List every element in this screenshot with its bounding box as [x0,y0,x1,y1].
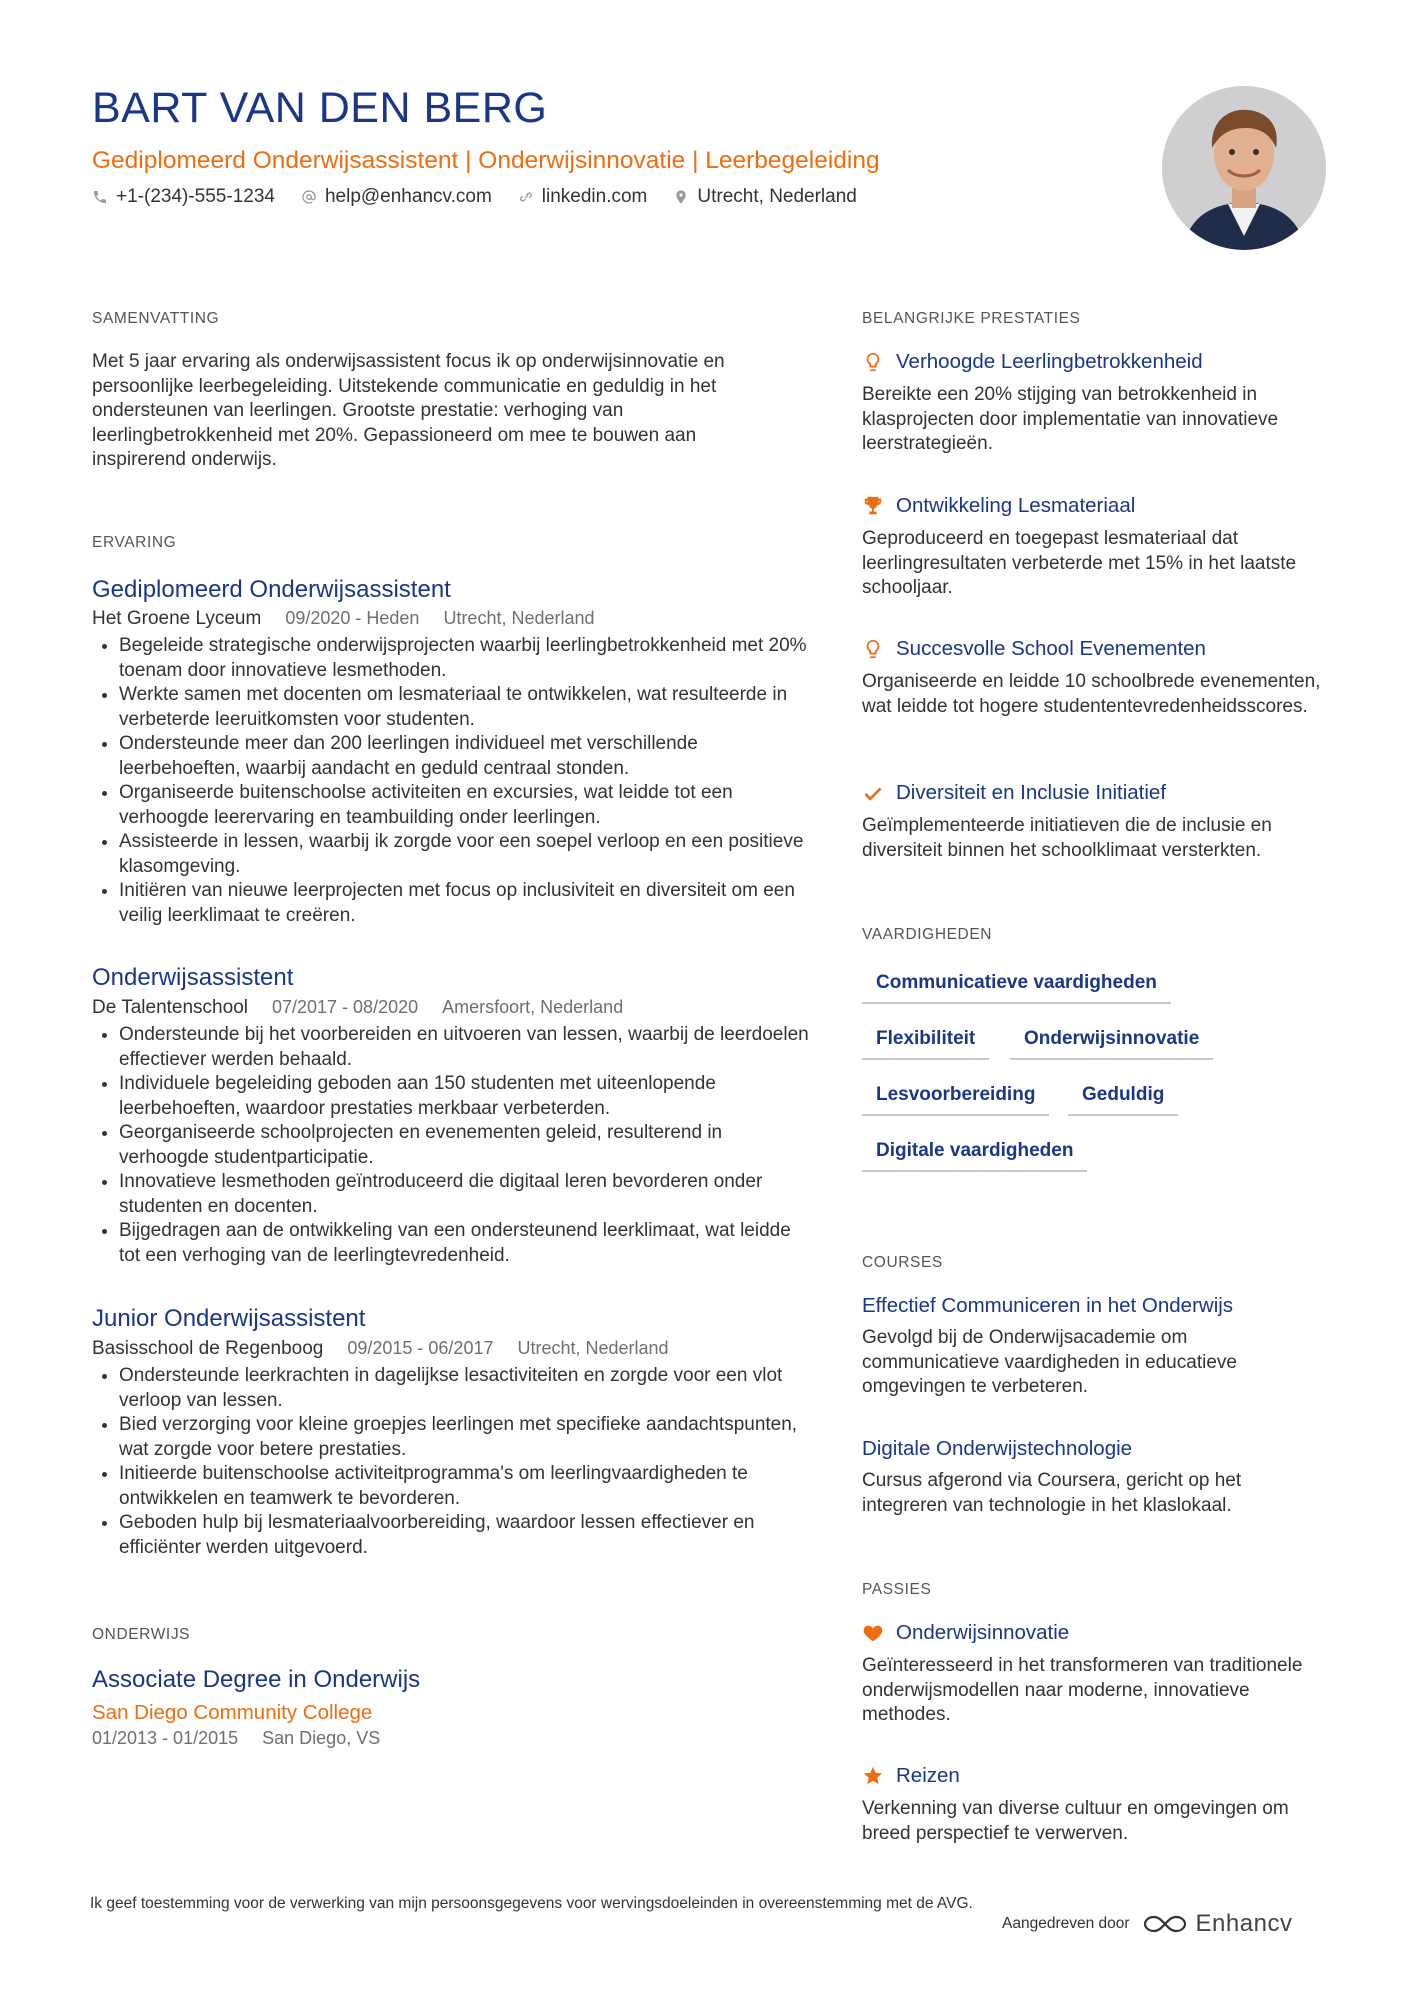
education-meta [92,1728,380,1749]
education-dates: 01/2013 - 01/2015 [92,1728,239,1748]
skill-tag: Communicatieve vaardigheden [862,972,1171,1004]
achievement-title-text: Diversiteit en Inclusie Initiatief [896,781,1167,804]
trophy-icon [862,495,884,517]
job-dates: 07/2017 - 08/2020 [271,997,419,1017]
job-dates: 09/2015 - 06/2017 [347,1338,494,1358]
job-dates: 09/2020 - Heden [285,608,420,628]
achievement-title [862,494,1135,518]
list-item: • Bied verzorging voor kleine groepjes leerlingen met specifieke aandachtspunten, wat zorgde voor betere prestaties. [119,1413,809,1462]
contact-phone [92,186,275,208]
passion-title [862,1621,1069,1645]
achievement-title [862,781,1166,805]
link-icon [518,189,534,205]
skills-section-title: VAARDIGHEDEN [862,926,993,943]
achievement-title [862,350,1203,374]
list-item: • Initieerde buitenschoolse activiteitprogramma's om leerlingvaardigheden te ontwikkelen en teamwerk te bevorderen. [119,1462,809,1511]
candidate-name: BART VAN DEN BERG [92,84,548,132]
powered-by [1002,1910,1292,1938]
job-meta [92,997,623,1019]
list-item: • Ondersteunde leerkrachten in dagelijkse lesactiviteiten en zorgde voor een vlot verloop van lessen. [119,1364,809,1413]
skill-tag: Lesvoorbereiding [862,1084,1049,1116]
skill-tag: Onderwijsinnovatie [1010,1028,1213,1060]
job-title: Junior Onderwijsassistent [92,1305,366,1332]
list-item: • Assisteerde in lessen, waarbij ik zorgde voor een soepel verloop en een positieve klasomgeving. [119,830,809,879]
list-item: • Organiseerde buitenschoolse activiteiten en excursies, wat leidde tot een verhoogde leerervaring en teambuilding onder leerlingen. [119,781,809,830]
list-item: • Begeleide strategische onderwijsprojecten waarbij leerlingbetrokkenheid met 20% toenam door innovatieve lesmethoden. [119,634,809,683]
skill-tag: Flexibiliteit [862,1028,989,1060]
heart-icon [862,1622,884,1644]
job-title: Gediplomeerd Onderwijsassistent [92,576,451,603]
achievement-title-text: Verhoogde Leerlingbetrokkenheid [896,350,1203,373]
checkmark-icon [862,782,884,804]
course-text: Cursus afgerond via Coursera, gericht op het integreren van technologie in het klaslokaal. [862,1470,1242,1516]
job-company: Het Groene Lyceum [92,608,262,629]
contact-location [673,186,856,208]
at-icon [301,189,317,205]
passion-title-text: Reizen [896,1764,960,1787]
job-meta [92,608,595,630]
phone-text: +1-(234)-555-1234 [116,186,275,207]
contact-linkedin[interactable] [518,186,648,208]
course-text: Gevolgd bij de Onderwijsacademie om communicatieve vaardigheden in educatieve omgevingen te verbeteren. [862,1327,1237,1397]
passion-text: Geïnteresseerd in het transformeren van traditionele onderwijsmodellen naar moderne, innovatieve methodes. [862,1655,1303,1725]
job-bullets [92,634,809,928]
job-company: De Talentenschool [92,997,248,1018]
list-item: • Ondersteunde meer dan 200 leerlingen individueel met verschillende leerbehoeften, waarbij aandacht en geduld centraal stonden. [119,732,809,781]
achievement-title [862,637,1206,661]
education-location: San Diego, VS [262,1728,381,1748]
passion-text: Verkenning van diverse cultuur en omgevingen om breed perspectief te verwerven. [862,1798,1289,1844]
contact-bar [92,186,857,208]
brand-logo[interactable] [1142,1910,1293,1938]
lightbulb-icon [862,351,884,373]
skill-tag: Digitale vaardigheden [862,1140,1087,1172]
job-location: Utrecht, Nederland [517,1338,669,1358]
job-location: Utrecht, Nederland [443,608,595,628]
job-meta [92,1338,669,1360]
contact-email[interactable] [301,186,492,208]
star-icon [862,1765,884,1787]
location-text: Utrecht, Nederland [697,186,857,207]
brand-name[interactable]: Enhancv [1195,1910,1293,1937]
summary-section-title: SAMENVATTING [92,310,220,327]
achievement-text: Bereikte een 20% stijging van betrokkenheid in klasprojecten door implementatie van innovatieve leerstrategieën. [862,384,1279,454]
job-company: Basisschool de Regenboog [92,1338,324,1359]
avatar-portrait [1162,86,1326,250]
passion-title [862,1764,960,1788]
list-item: • Initiëren van nieuwe leerprojecten met focus op inclusiviteit en diversiteit om een veilig leerklimaat te creëren. [119,879,809,928]
skill-tag: Geduldig [1068,1084,1178,1116]
course-title: Digitale Onderwijstechnologie [862,1437,1133,1460]
course-title: Effectief Communiceren in het Onderwijs [862,1294,1234,1317]
list-item: • Werkte samen met docenten om lesmateriaal te ontwikkelen, wat resulteerde in verbeterde leeruitkomsten voor studenten. [119,683,809,732]
email-text[interactable]: help@enhancv.com [324,186,492,207]
consent-note: Ik geef toestemming voor de verwerking van mijn persoonsgegevens voor wervingsdoeleinden in overeenstemming met de AVG. [90,1895,973,1912]
achievement-text: Geïmplementeerde initiatieven die de inclusie en diversiteit binnen het schoolklimaat versterkten. [862,815,1272,861]
list-item: • Individuele begeleiding geboden aan 150 studenten met uiteenlopende leerbehoeften, waardoor prestaties merkbaar verbeterden. [119,1072,809,1121]
achievement-text: Organiseerde en leidde 10 schoolbrede evenementen, wat leidde tot hogere studententevredenheidsscores. [862,671,1321,717]
list-item: • Geboden hulp bij lesmateriaalvoorbereiding, waardoor lessen effectiever en efficiënter werden uitgevoerd. [119,1511,809,1560]
list-item: • Bijgedragen aan de ontwikkeling van een ondersteunend leerklimaat, wat leidde tot een verhoging van de leerlingtevredenheid. [119,1219,809,1268]
profile-photo [1162,86,1326,250]
experience-section-title: ERVARING [92,534,177,551]
powered-by-label: Aangedreven door [1002,1915,1130,1932]
lightbulb-icon [862,638,884,660]
candidate-headline: Gediplomeerd Onderwijsassistent | Onderwijsinnovatie | Leerbegeleiding [92,147,880,174]
linkedin-text[interactable]: linkedin.com [541,186,648,207]
location-pin-icon [673,189,689,205]
education-section-title: ONDERWIJS [92,1626,191,1643]
achievement-title-text: Succesvolle School Evenementen [896,637,1206,660]
list-item: • Georganiseerde schoolprojecten en evenementen geleid, resulterend in verhoogde studentparticipatie. [119,1121,809,1170]
summary-text: Met 5 jaar ervaring als onderwijsassistent focus ik op onderwijsinnovatie en persoonlijke leerbegeleiding. Uitstekende communicatie en geduldig in het ondersteunen van leerlingen. Grootste prestatie: verhoging van leerlingbetrokkenheid met 20%. Gepassioneerd om mee te bouwen aan inspirerend onderwijs. [92,351,725,470]
education-degree: Associate Degree in Onderwijs [92,1666,421,1693]
job-bullets [92,1023,809,1268]
list-item: • Ondersteunde bij het voorbereiden en uitvoeren van lessen, waarbij de leerdoelen effectiever werden behaald. [119,1023,809,1072]
passion-title-text: Onderwijsinnovatie [896,1621,1070,1644]
phone-icon [92,189,108,205]
job-title: Onderwijsassistent [92,964,294,991]
infinity-logo-icon [1142,1913,1188,1935]
job-location: Amersfoort, Nederland [442,997,624,1017]
achievement-title-text: Ontwikkeling Lesmateriaal [896,494,1136,517]
achievements-section-title: BELANGRIJKE PRESTATIES [862,310,1081,327]
passions-section-title: PASSIES [862,1581,932,1598]
job-bullets [92,1364,809,1560]
courses-section-title: COURSES [862,1254,943,1271]
achievement-text: Geproduceerd en toegepast lesmateriaal dat leerlingresultaten verbeterde met 15% in het laatste schooljaar. [862,528,1297,598]
education-school: San Diego Community College [92,1701,373,1724]
list-item: • Innovatieve lesmethoden geïntroduceerd die digitaal leren bevorderen onder studenten en docenten. [119,1170,809,1219]
